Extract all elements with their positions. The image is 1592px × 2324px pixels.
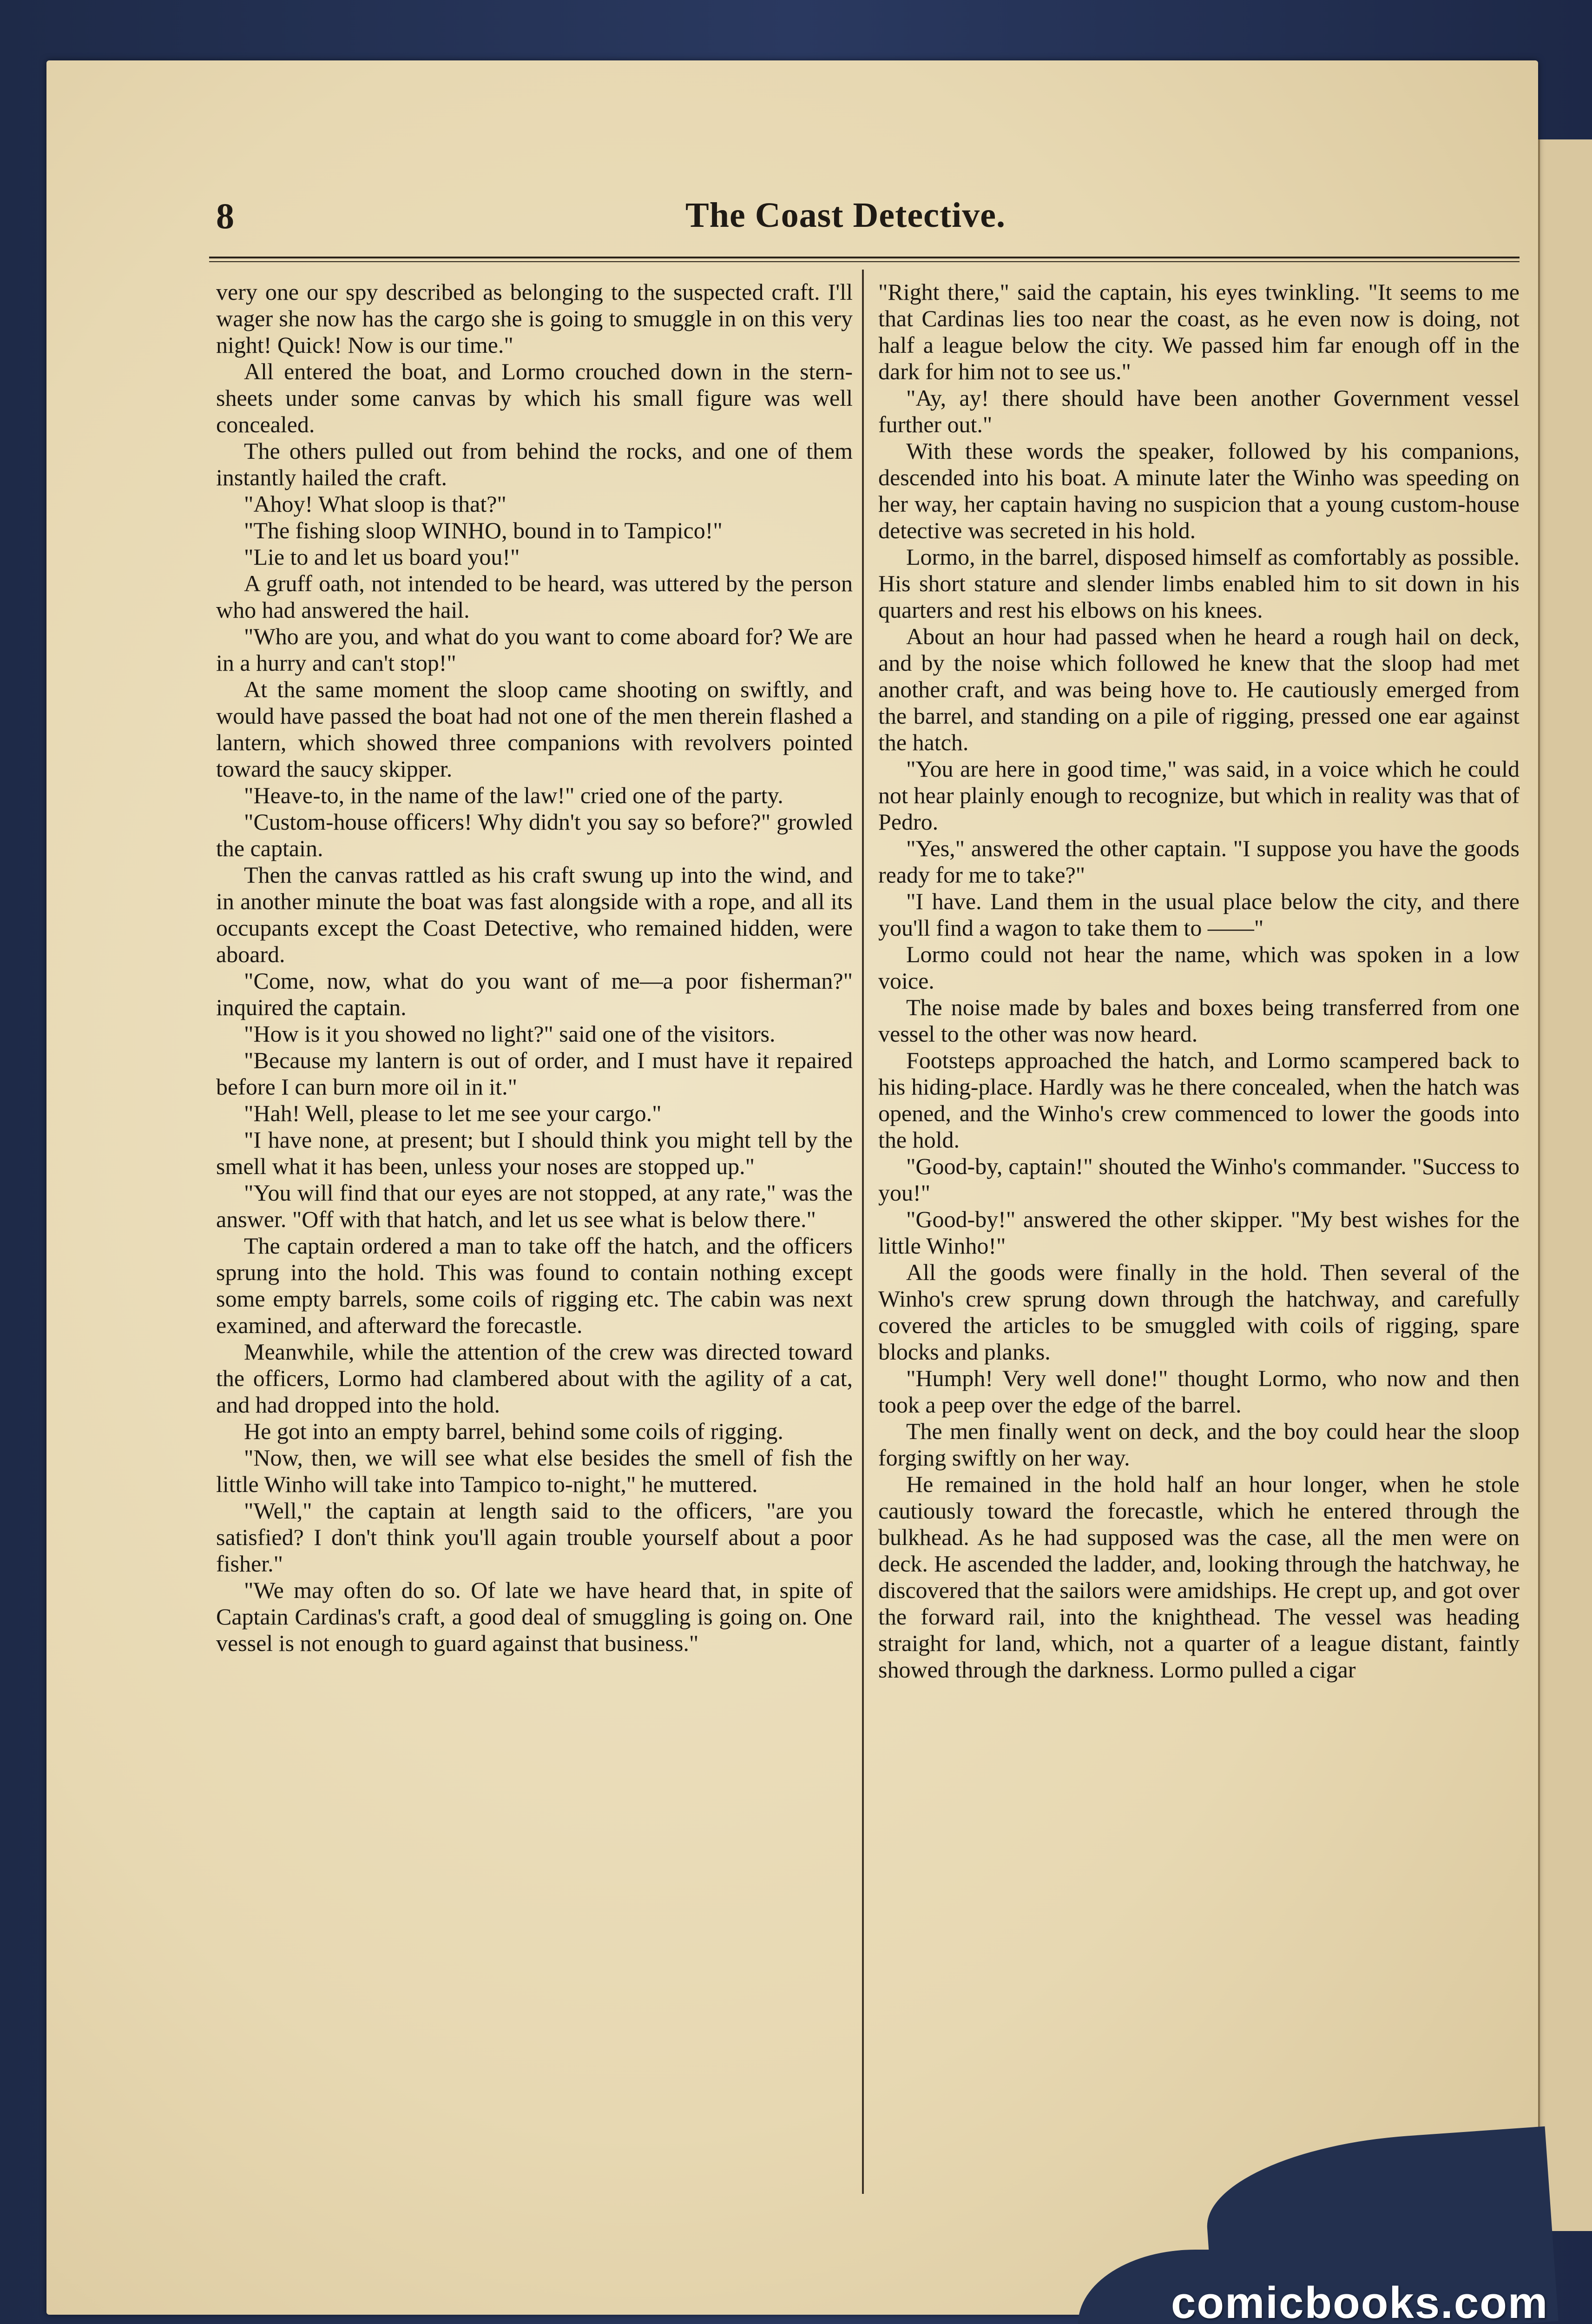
paragraph: The captain ordered a man to take off the hatch, and the officers sprung into the hold. This was found to contain nothing except some empty barrels, some coils of rigging etc. The cabin was next examined, and afterward the forecastle.: [216, 1233, 853, 1338]
paragraph: The noise made by bales and boxes being transferred from one vessel to the other was now heard.: [878, 994, 1520, 1047]
paragraph: "I have none, at present; but I should think you might tell by the smell what it has been, unless your noses are stopped up.": [216, 1127, 853, 1179]
paragraph: Lormo, in the barrel, disposed himself as comfortably as possible. His short stature and slender limbs enabled him to sit down in his quarters and rest his elbows on his knees.: [878, 544, 1520, 623]
paragraph: He got into an empty barrel, behind some coils of rigging.: [244, 1418, 783, 1444]
paragraph: "Heave-to, in the name of the law!" cried one of the party.: [244, 782, 783, 808]
paragraph: Meanwhile, while the attention of the crew was directed toward the officers, Lormo had clambered about with the agility of a cat, and had dropped into the hold.: [216, 1339, 853, 1418]
paragraph: "Humph! Very well done!" thought Lormo, who now and then took a peep over the edge of the barrel.: [878, 1365, 1520, 1418]
running-title: The Coast Detective.: [685, 196, 1006, 235]
paragraph: "Ahoy! What sloop is that?": [244, 491, 507, 517]
paragraph: About an hour had passed when he heard a rough hail on deck, and by the noise which followed he knew that the sloop had met another craft, and was being hove to. He cautiously emerged from the barrel, and standing on a pile of rigging, pressed one ear against the hatch.: [878, 623, 1520, 755]
paragraph: "Who are you, and what do you want to come aboard for? We are in a hurry and can't stop!": [216, 623, 853, 676]
paragraph: "Yes," answered the other captain. "I suppose you have the goods ready for me to take?": [878, 835, 1520, 888]
paragraph: Then the canvas rattled as his craft swung up into the wind, and in another minute the boat was fast alongside with a rope, and all its occupants except the Coast Detective, who remained hidden, were aboard.: [216, 862, 853, 967]
right-text-column: [878, 279, 1520, 2208]
paragraph: "Good-by, captain!" shouted the Winho's commander. "Success to you!": [878, 1153, 1520, 1206]
paragraph: Lormo could not hear the name, which was spoken in a low voice.: [878, 941, 1520, 994]
paragraph: With these words the speaker, followed by his companions, descended into his boat. A minute later the Winho was speeding on her way, her captain having no suspicion that a young custom-house detective was secreted in his hold.: [878, 438, 1520, 543]
paragraph: The men finally went on deck, and the boy could hear the sloop forging swiftly on her way.: [878, 1418, 1520, 1471]
paragraph: The others pulled out from behind the rocks, and one of them instantly hailed the craft.: [216, 438, 853, 490]
header-rule: [209, 257, 1520, 262]
paragraph: "Hah! Well, please to let me see your cargo.": [244, 1100, 662, 1126]
paragraph: very one our spy described as belonging to the suspected craft. I'll wager she now has the cargo she is going to smuggle in on this very night! Quick! Now is our time.": [216, 279, 853, 358]
paragraph: "Good-by!" answered the other skipper. "My best wishes for the little Winho!": [878, 1206, 1520, 1259]
paragraph: "You are here in good time," was said, in a voice which he could not hear plainly enough to recognize, but which in reality was that of Pedro.: [878, 756, 1520, 835]
paragraph: "We may often do so. Of late we have heard that, in spite of Captain Cardinas's craft, a good deal of smuggling is going on. One vessel is not enough to guard against that business.": [216, 1577, 853, 1656]
paragraph: "You will find that our eyes are not stopped, at any rate," was the answer. "Off with that hatch, and let us see what is below there.": [216, 1180, 853, 1232]
paragraph: "Lie to and let us board you!": [244, 544, 520, 570]
paragraph: "Because my lantern is out of order, and I must have it repaired before I can burn more oil in it.": [216, 1047, 853, 1100]
paragraph: "Well," the captain at length said to the officers, "are you satisfied? I don't think you'll again trouble yourself about a poor fisher.": [216, 1498, 853, 1577]
paragraph: "I have. Land them in the usual place below the city, and there you'll find a wagon to take them to ——": [878, 888, 1520, 941]
paragraph: A gruff oath, not intended to be heard, was uttered by the person who had answered the hail.: [216, 570, 853, 623]
paragraph: "Come, now, what do you want of me—a poor fisherman?" inquired the captain.: [216, 968, 853, 1020]
page-header: [216, 195, 1522, 256]
paragraph: "Ay, ay! there should have been another Government vessel further out.": [878, 385, 1520, 437]
paragraph: All entered the boat, and Lormo crouched down in the stern-sheets under some canvas by which his small figure was well concealed.: [216, 358, 853, 437]
paragraph: "Custom-house officers! Why didn't you say so before?" growled the captain.: [216, 809, 853, 861]
paragraph: Footsteps approached the hatch, and Lormo scampered back to his hiding-place. Hardly was he there concealed, when the hatch was opened, and the Winho's crew commenced to lower the goods into the hold.: [878, 1047, 1520, 1153]
paragraph: "How is it you showed no light?" said one of the visitors.: [244, 1021, 776, 1047]
column-divider: [862, 270, 864, 2194]
paragraph: He remained in the hold half an hour longer, when he stole cautiously toward the forecastle, which he entered through the bulkhead. As he had supposed was the case, all the men were on deck. He ascended the ladder, and, looking through the hatchway, he discovered that the sailors were amidships. He crept up, and got over the forward rail, into the knighthead. The vessel was heading straight for land, which, not a quarter of a league distant, faintly showed through the darkness. Lormo pulled a cigar: [878, 1471, 1520, 1683]
left-text-column: [216, 279, 853, 2208]
paragraph: "The fishing sloop WINHO, bound in to Tampico!": [244, 517, 723, 543]
adjacent-page-edge: [1538, 139, 1592, 2231]
paragraph: "Now, then, we will see what else besides the smell of fish the little Winho will take into Tampico to-night," he muttered.: [216, 1445, 853, 1497]
page-number: 8: [216, 196, 234, 236]
paragraph: All the goods were finally in the hold. Then several of the Winho's crew sprung down through the hatchway, and carefully covered the articles to be smuggled with coils of rigging, spare blocks and planks.: [878, 1259, 1520, 1365]
watermark: comicbooks.com: [1171, 2278, 1549, 2324]
paragraph: At the same moment the sloop came shooting on swiftly, and would have passed the boat had not one of the men therein flashed a lantern, which showed three companions with revolvers pointed toward the saucy skipper.: [216, 676, 853, 782]
paragraph: "Right there," said the captain, his eyes twinkling. "It seems to me that Cardinas lies too near the coast, as he even now is doing, not half a league below the city. We passed him far enough off in the dark for him not to see us.": [878, 279, 1520, 384]
